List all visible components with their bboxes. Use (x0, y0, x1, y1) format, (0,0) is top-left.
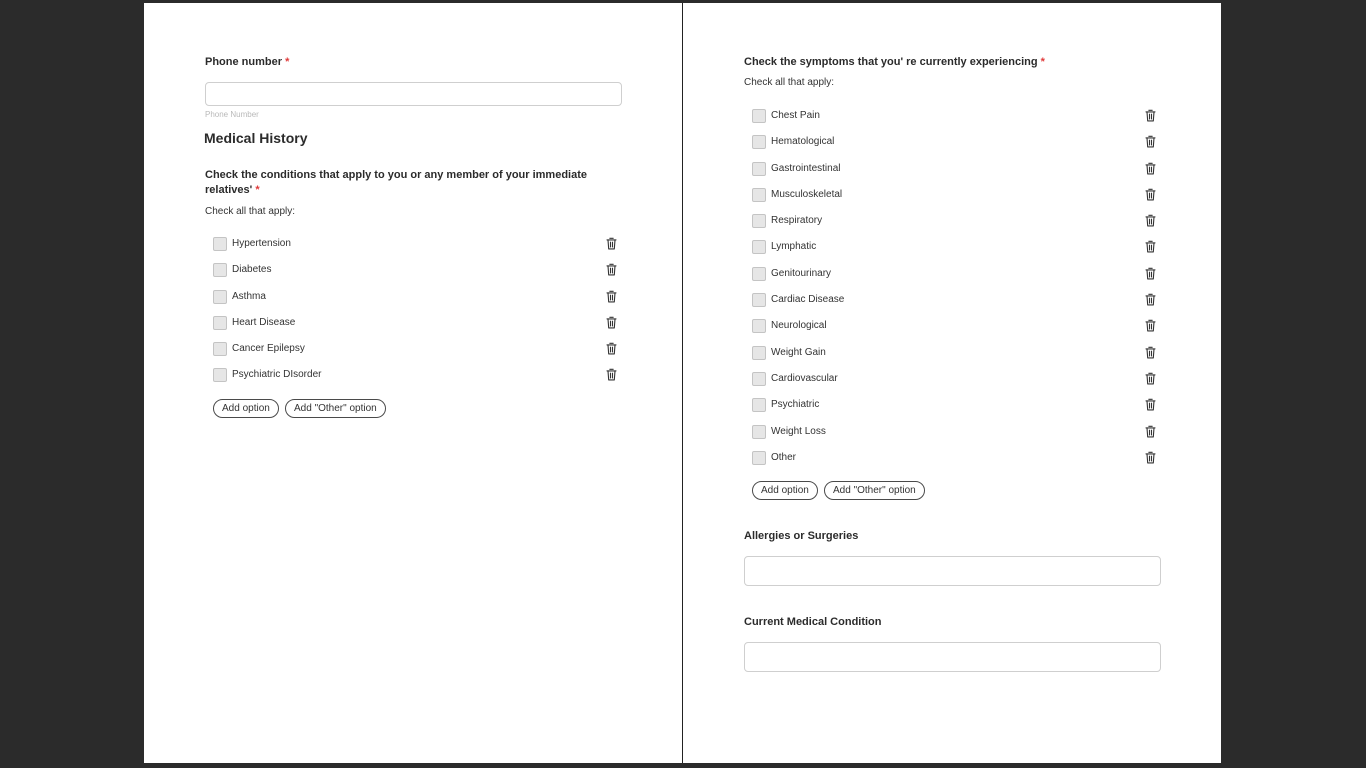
allergies-surgeries-input[interactable] (744, 556, 1161, 586)
option-row-musculoskeletal (752, 188, 1157, 214)
checkbox-other[interactable] (752, 451, 766, 465)
section-title-medical-history: Medical History (204, 130, 308, 146)
option-label[interactable]: Musculoskeletal (771, 188, 843, 200)
trash-icon[interactable] (1145, 109, 1156, 122)
option-label[interactable]: Respiratory (771, 215, 823, 227)
option-label[interactable]: Cancer Epilepsy (232, 343, 305, 355)
trash-icon[interactable] (1145, 240, 1156, 253)
symptoms-question: Check the symptoms that you' re currently experiencing * (744, 56, 1045, 68)
checkbox-weight-loss[interactable] (752, 425, 766, 439)
checkbox-cardiovascular[interactable] (752, 372, 766, 386)
option-row-genitourinary (752, 267, 1157, 293)
option-row-cardiac-disease (752, 293, 1157, 319)
form-page-left (144, 3, 682, 763)
option-row-weight-gain (752, 346, 1157, 372)
phone-number-input[interactable] (205, 82, 622, 106)
option-row-hematological (752, 135, 1157, 161)
conditions-hint: Check all that apply: (205, 206, 296, 217)
checkbox-musculoskeletal[interactable] (752, 188, 766, 202)
trash-icon[interactable] (1145, 135, 1156, 148)
symptoms-hint: Check all that apply: (744, 77, 835, 88)
checkbox-diabetes[interactable] (213, 263, 227, 277)
option-label[interactable]: Neurological (771, 320, 827, 332)
trash-icon[interactable] (1145, 346, 1156, 359)
trash-icon[interactable] (1145, 451, 1156, 464)
checkbox-chest-pain[interactable] (752, 109, 766, 123)
checkbox-psychiatric-disorder[interactable] (213, 368, 227, 382)
option-row-diabetes (213, 263, 618, 289)
current-medical-condition-input[interactable] (744, 642, 1161, 672)
option-label[interactable]: Psychiatric (771, 399, 820, 411)
checkbox-psychiatric[interactable] (752, 398, 766, 412)
option-row-other (752, 451, 1157, 477)
trash-icon[interactable] (606, 290, 617, 303)
trash-icon[interactable] (1145, 214, 1156, 227)
checkbox-asthma[interactable] (213, 290, 227, 304)
current-medical-condition-label: Current Medical Condition (744, 616, 882, 628)
trash-icon[interactable] (606, 342, 617, 355)
option-row-weight-loss (752, 425, 1157, 451)
option-row-chest-pain (752, 109, 1157, 135)
option-label[interactable]: Hematological (771, 136, 835, 148)
required-mark: * (255, 184, 260, 196)
add-option-button[interactable]: Add option (752, 481, 818, 500)
option-label[interactable]: Other (771, 451, 797, 463)
trash-icon[interactable] (1145, 398, 1156, 411)
trash-icon[interactable] (1145, 425, 1156, 438)
form-page-right (683, 3, 1221, 763)
trash-icon[interactable] (1145, 162, 1156, 175)
checkbox-cardiac-disease[interactable] (752, 293, 766, 307)
checkbox-heart-disease[interactable] (213, 316, 227, 330)
add-option-button[interactable]: Add option (213, 399, 279, 418)
checkbox-neurological[interactable] (752, 319, 766, 333)
option-row-lymphatic (752, 240, 1157, 266)
option-label[interactable]: Lymphatic (771, 241, 817, 253)
option-row-heart-disease (213, 316, 618, 342)
option-label[interactable]: Chest Pain (771, 110, 820, 121)
checkbox-respiratory[interactable] (752, 214, 766, 228)
symptoms-options-list (752, 109, 1157, 477)
conditions-options-list (213, 237, 618, 395)
phone-number-label: Phone number * (205, 56, 290, 68)
checkbox-hypertension[interactable] (213, 237, 227, 251)
trash-icon[interactable] (1145, 293, 1156, 306)
allergies-surgeries-label: Allergies or Surgeries (744, 530, 859, 542)
option-label[interactable]: Weight Gain (771, 346, 826, 358)
trash-icon[interactable] (606, 263, 617, 276)
option-label[interactable]: Genitourinary (771, 267, 832, 279)
conditions-question: Check the conditions that apply to you or any member of your immediate relatives' * (205, 169, 588, 196)
option-label[interactable]: Asthma (232, 290, 266, 302)
checkbox-hematological[interactable] (752, 135, 766, 149)
option-row-psychiatric (752, 398, 1157, 424)
phone-number-helper: Phone Number (205, 110, 259, 119)
option-row-hypertension (213, 237, 618, 263)
option-row-asthma (213, 290, 618, 316)
option-row-gastrointestinal (752, 162, 1157, 188)
option-row-neurological (752, 319, 1157, 345)
option-label[interactable]: Cardiovascular (771, 372, 838, 384)
option-label[interactable]: Weight Loss (771, 425, 826, 437)
add-other-option-button[interactable]: Add "Other" option (824, 481, 925, 500)
checkbox-gastrointestinal[interactable] (752, 162, 766, 176)
required-mark: * (285, 56, 290, 68)
trash-icon[interactable] (606, 368, 617, 381)
option-row-respiratory (752, 214, 1157, 240)
option-label[interactable]: Hypertension (232, 238, 291, 249)
option-row-psychiatric-disorder (213, 368, 618, 394)
option-label[interactable]: Heart Disease (232, 316, 296, 328)
option-label[interactable]: Cardiac Disease (771, 294, 845, 306)
add-other-option-button[interactable]: Add "Other" option (285, 399, 386, 418)
option-row-cancer-epilepsy (213, 342, 618, 368)
required-mark: * (1040, 56, 1045, 68)
option-label[interactable]: Diabetes (232, 264, 272, 276)
trash-icon[interactable] (606, 316, 617, 329)
option-label[interactable]: Psychiatric DIsorder (232, 369, 322, 381)
trash-icon[interactable] (1145, 319, 1156, 332)
checkbox-lymphatic[interactable] (752, 240, 766, 254)
trash-icon[interactable] (606, 237, 617, 250)
checkbox-cancer-epilepsy[interactable] (213, 342, 227, 356)
option-row-cardiovascular (752, 372, 1157, 398)
trash-icon[interactable] (1145, 267, 1156, 280)
option-label[interactable]: Gastrointestinal (771, 162, 841, 174)
checkbox-weight-gain[interactable] (752, 346, 766, 360)
trash-icon[interactable] (1145, 188, 1156, 201)
checkbox-genitourinary[interactable] (752, 267, 766, 281)
trash-icon[interactable] (1145, 372, 1156, 385)
